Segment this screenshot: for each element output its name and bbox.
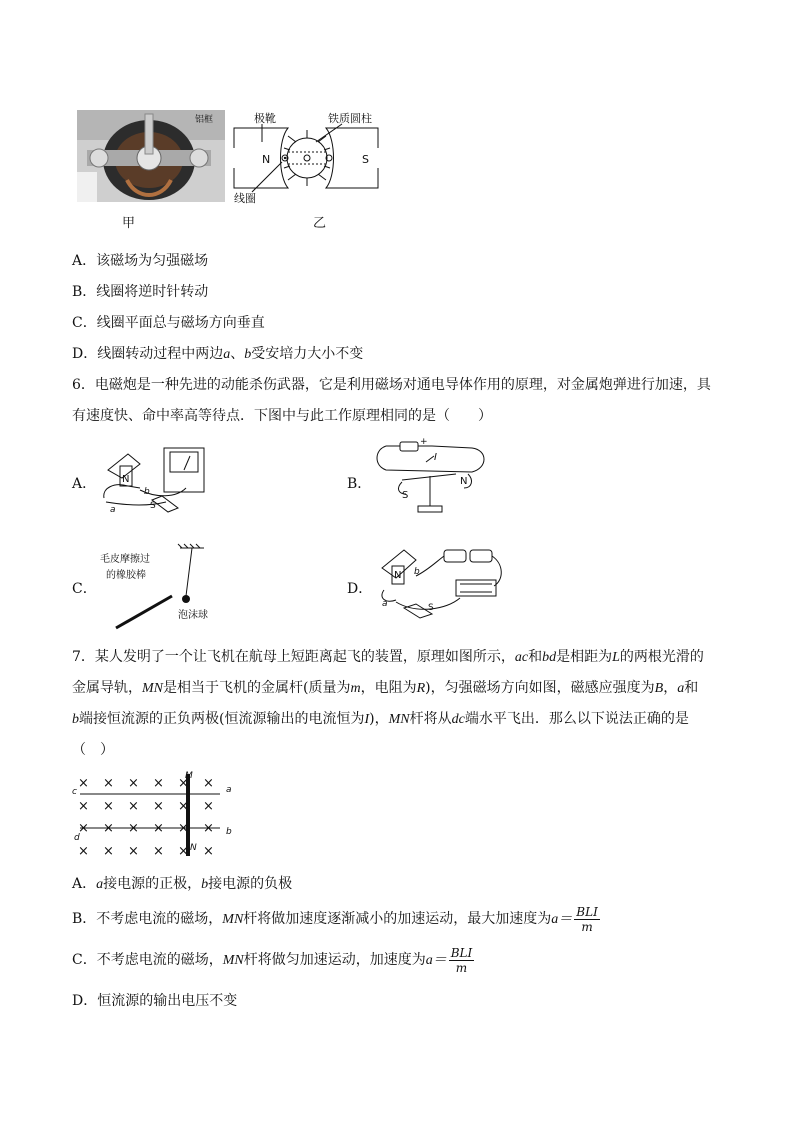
q7-a-mid: 接电源的正极， [103,876,202,892]
q6-d-letter-n: N [394,570,402,581]
q7-s2e: ， [663,680,678,696]
q7-b-pre: B．不考虑电流的磁场， [72,911,223,927]
svg-text:×: × [128,821,139,836]
q7-s3b: )， [369,711,389,727]
q6-a-letter-b: b [144,487,150,497]
q7-s1d: 的两根光滑的 [619,649,704,665]
svg-text:×: × [128,844,139,859]
svg-text:×: × [153,821,164,836]
q7-option-d[interactable]: D．恒流源的输出电压不变 [72,993,238,1009]
figure-jia-label: 甲 [122,216,136,231]
yi-label-iron-core: 铁质圆柱 [328,112,372,125]
q5-option-d-prefix: D．线圈转动过程中两边 [72,346,224,362]
q6-c-text2: 的橡胶棒 [106,570,146,581]
svg-text:×: × [78,821,89,836]
q7-m: m [350,681,361,696]
q7-s1a: 7．某人发明了一个让飞机在航母上短距离起飞的装置，原理如图所示， [72,649,515,665]
q7-s2f: 和 [684,680,699,696]
q7-c-fraction [449,946,475,975]
q7-fig-m: M [185,771,193,781]
q6-c-text1: 毛皮摩擦过 [100,554,150,565]
q7-b: b [72,712,79,727]
q6-b-plus: + [420,437,428,447]
q6-stem-line1: 6．电磁炮是一种先进的动能杀伤武器，它是利用磁场对通电导体作用的原理，对金属炮弹进行加速，具 [72,377,711,393]
figure-jia-tag: 铝框 [195,115,214,125]
q7-fig-b: b [226,827,232,837]
svg-text:×: × [78,844,89,859]
q7-ac: ac [514,650,529,665]
q5-option-d-b: b [244,347,252,362]
q5-option-b-text: B．线圈将逆时针转动 [72,284,209,300]
q5-option-b[interactable] [72,281,208,301]
q5-option-a[interactable] [72,250,208,270]
q6-a-letter-s: S [150,501,156,511]
q6-b-letter-i: I [434,452,437,463]
q7-c-mid: 杆将做匀加速运动，加速度为 [243,952,426,968]
q6-a-letter-a: a [110,505,116,515]
q7-b-den: m [581,919,593,934]
q7-c-mn: MN [222,953,244,968]
svg-text:×: × [103,821,114,836]
q7-a: a [677,681,685,696]
q7-s2b: 是相当于飞机的金属杆(质量为 [163,680,351,696]
q7-B: B [654,681,664,696]
q5-option-d-a: a [223,347,231,362]
q6-stem-line2: 有速度快、命中率高等待点．下图中与此工作原理相同的是（ ） [72,408,492,424]
q5-option-c-text: C．线圈平面总与磁场方向垂直 [72,315,265,331]
q7-MN: MN [142,681,163,696]
q7-I: I [364,712,370,727]
q7-fig-c: c [72,787,77,797]
q7-stem-line2 [72,677,698,697]
q7-s3a: 端接恒流源的正负两极(恒流源输出的电流恒为 [79,711,365,727]
q7-c-num: BLI [450,945,473,960]
q5-option-a-text: A．该磁场为匀强磁场 [72,253,209,269]
q7-c-den: m [455,960,468,975]
q7-stem-line1 [72,646,704,666]
svg-text:×: × [178,844,189,859]
figure-yi-diagram [232,108,382,208]
q7-R: R [416,681,426,696]
q7-s3d: 端水平飞出．那么以下说法正确的是 [464,711,689,727]
q7-c-pre: C．不考虑电流的磁场， [72,952,223,968]
q7-bd: bd [542,650,557,665]
svg-text:×: × [178,799,189,814]
q7-rail-figure [70,770,240,862]
q7-b-mn: MN [222,912,244,927]
q6-d-letter-b: b [414,567,420,577]
q7-fig-n: N [190,843,197,853]
svg-text:×: × [103,799,114,814]
svg-text:×: × [178,776,189,791]
q7-fig-d: d [74,833,80,843]
q7-stem-line4: （ ） [72,742,114,758]
q6-option-a-label[interactable]: A． [72,476,97,492]
q7-a-pre: A． [72,876,97,892]
yi-label-pole-shoe: 极靴 [254,112,276,125]
q5-option-c[interactable] [72,312,265,332]
svg-text:×: × [203,776,214,791]
q6-b-letter-s: S [402,490,409,501]
q6-b-letter-n: N [460,476,468,487]
q7-s3c: 杆将从 [409,711,452,727]
q6-option-b-label[interactable]: B． [347,476,372,492]
svg-text:×: × [153,844,164,859]
q6-option-c-figure[interactable] [100,542,230,634]
svg-text:×: × [153,776,164,791]
q7-s1c: 是相距为 [556,649,613,665]
q6-option-c-label[interactable]: C． [72,581,97,597]
q5-option-d[interactable] [72,343,363,363]
svg-text:×: × [153,799,164,814]
svg-text:×: × [178,821,189,836]
figure-jia-photo [77,110,225,202]
yi-label-coil: 线圈 [234,192,256,205]
q5-option-d-suffix: 受安培力大小不变 [251,346,364,362]
svg-text:×: × [128,776,139,791]
svg-text:×: × [78,776,89,791]
q7-c-eq: a＝ [425,953,447,968]
q7-s2c: ，电阻为 [360,680,417,696]
q7-s1b: 和 [528,649,543,665]
yi-label-s: S [362,153,369,166]
q7-dc: dc [451,712,465,727]
q7-option-b[interactable] [72,902,600,937]
q7-option-c[interactable] [72,943,474,978]
q7-MN-2: MN [388,712,410,727]
figure-yi-label: 乙 [313,216,327,231]
svg-text:×: × [203,844,214,859]
q6-d-letter-a: a [382,599,388,609]
q6-option-d-figure[interactable] [376,540,508,622]
q6-d-letter-s: S [428,603,434,613]
svg-text:×: × [203,799,214,814]
q7-b-fraction [574,905,600,934]
q7-s2a: 金属导轨， [72,680,142,696]
q7-a-end: 接电源的负极 [208,876,293,892]
svg-text:×: × [78,799,89,814]
q7-s2d: )，匀强磁场方向如图，磁感应强度为 [425,680,655,696]
q7-a-b: b [201,877,209,892]
q7-option-a[interactable] [72,873,292,893]
q7-L: L [612,650,620,665]
q6-option-a-figure[interactable] [100,442,210,518]
svg-text:×: × [128,799,139,814]
yi-label-n: N [262,153,271,166]
q6-option-d-label[interactable]: D． [347,581,373,597]
q7-a-a: a [96,877,104,892]
svg-text:×: × [103,776,114,791]
q6-option-b-figure[interactable] [372,436,490,522]
svg-text:×: × [203,821,214,836]
q7-stem-line3 [72,708,689,728]
q7-fig-a: a [226,785,232,795]
q5-option-d-sep: 、 [230,346,245,362]
q7-b-num: BLI [576,904,598,919]
q6-a-letter-n: N [122,474,130,485]
q7-b-mid: 杆将做加速度逐渐减小的加速运动，最大加速度为 [243,911,552,927]
svg-text:×: × [103,844,114,859]
q7-b-eq: a＝ [551,912,573,927]
q6-c-ball: 泡沫球 [178,610,208,621]
